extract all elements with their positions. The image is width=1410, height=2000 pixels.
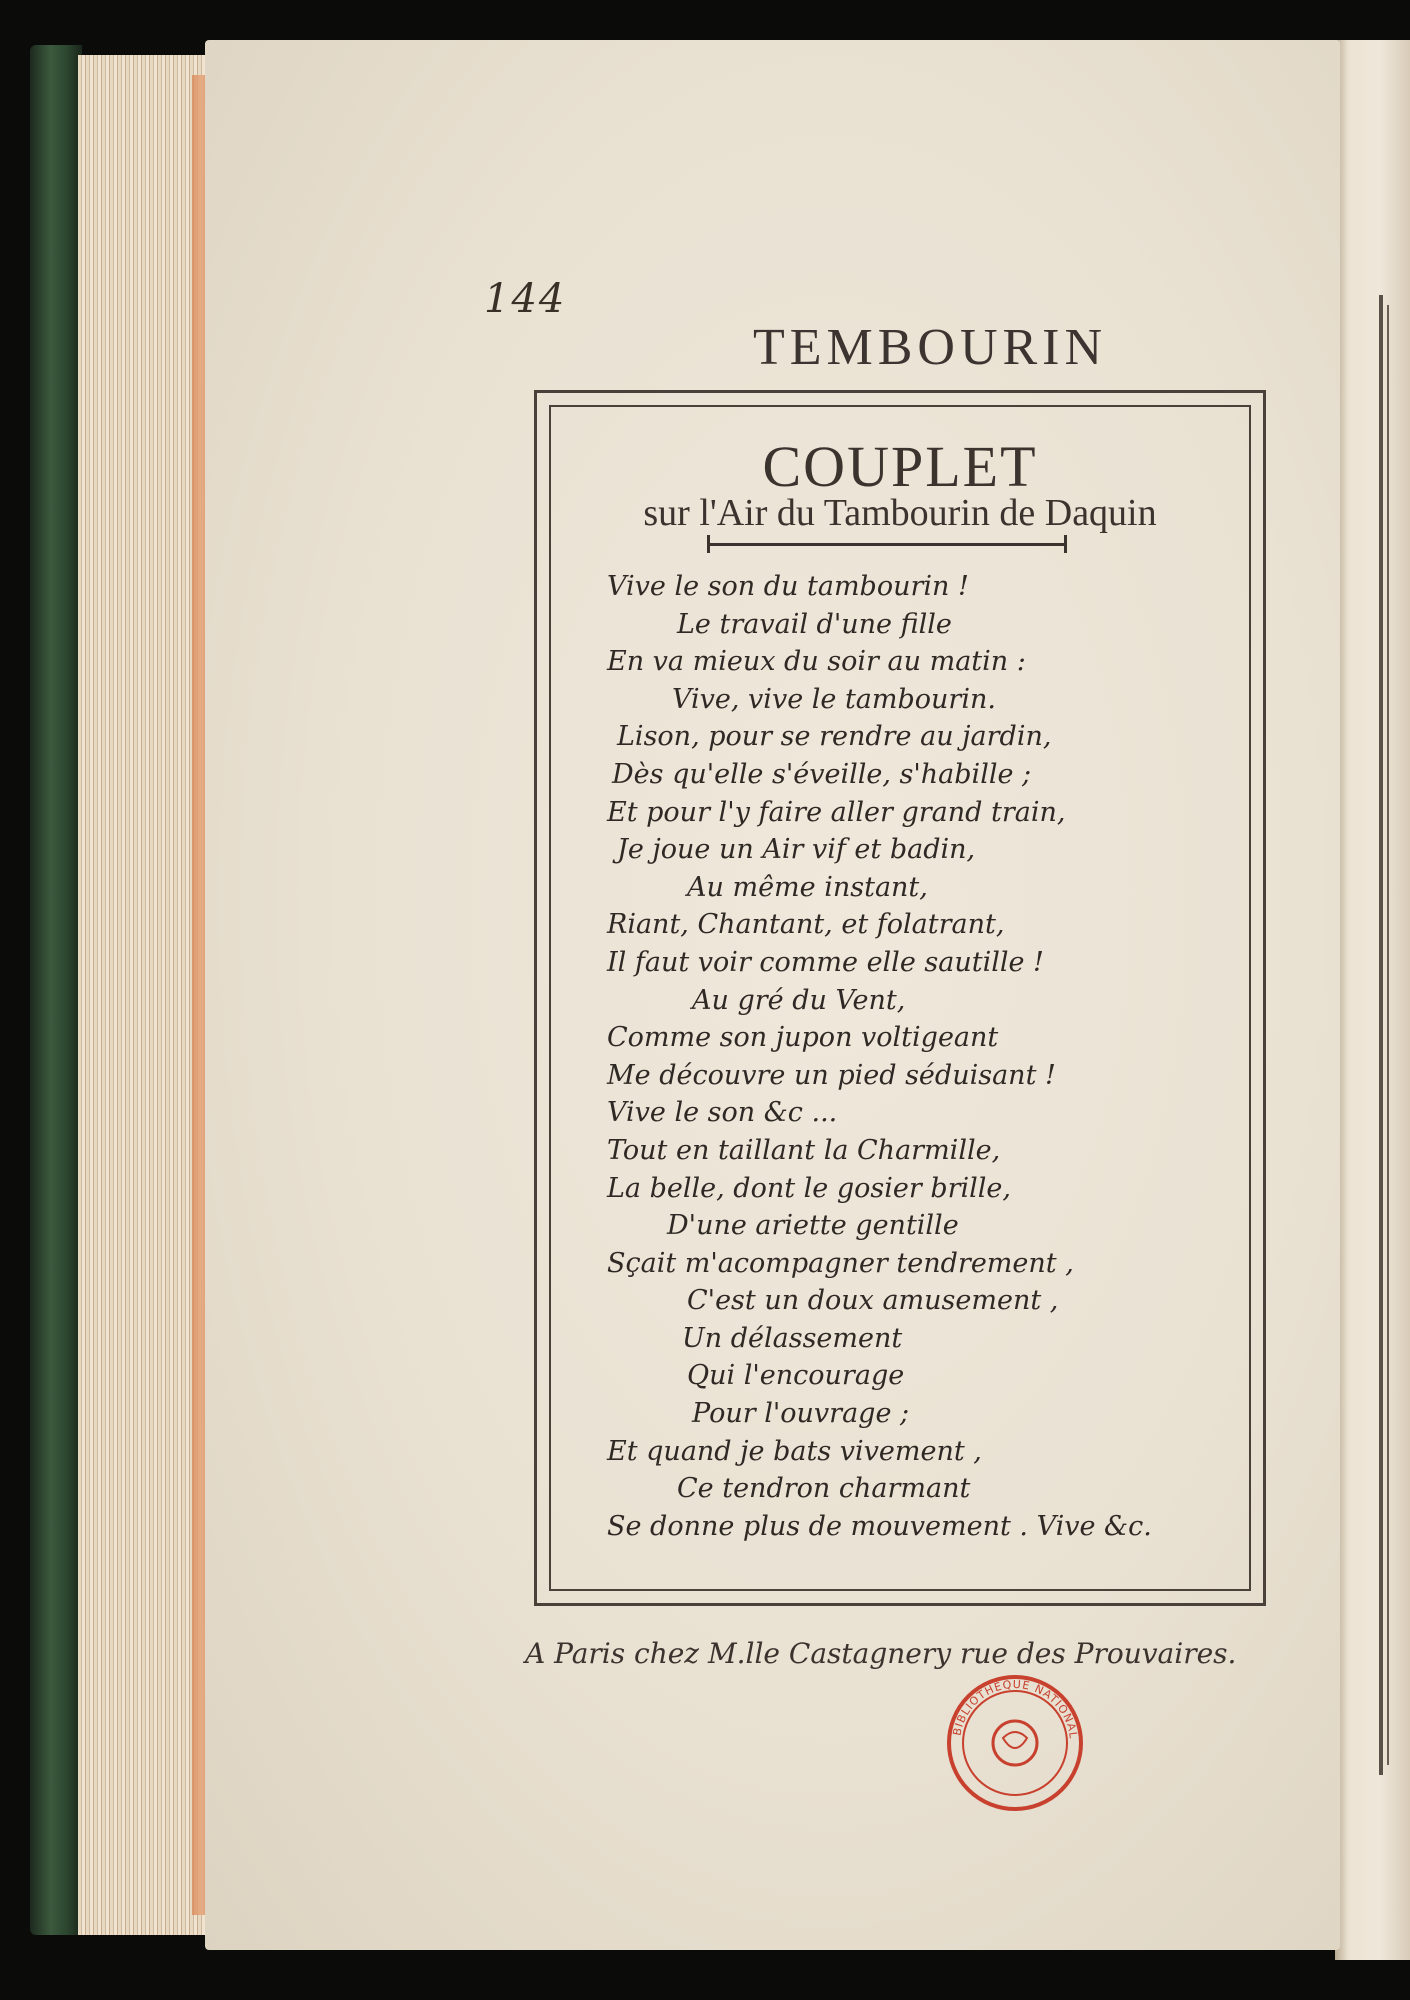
verse-line: Le travail d'une fille [677,608,952,640]
verse-line: Et pour l'y faire aller grand train, [607,796,1066,828]
library-stamp-icon [940,1668,1090,1818]
verse-line: Un délassement [682,1322,903,1354]
publisher-imprint: A Paris chez M.lle Castagnery rue des Prouvaires. [525,1637,1237,1670]
verse-line: C'est un doux amusement , [687,1285,1059,1317]
verse-line: La belle, dont le gosier brille, [607,1172,1011,1204]
facing-page-frame-rule [1379,295,1383,1775]
verse-line: Dès qu'elle s'éveille, s'habille ; [612,758,1032,790]
verse-line: Vive le son du tambourin ! [607,571,969,602]
song-verse [607,568,1207,1545]
verse-line: Riant, Chantant, et folatrant, [607,909,1005,941]
facing-page-frame-rule-inner [1387,305,1389,1765]
verse-line: Je joue un Air vif et badin, [617,834,976,866]
verse-line: Et quand je bats vivement , [607,1435,982,1467]
song-frame [534,390,1266,1606]
verse-line: Tout en taillant la Charmille, [607,1134,1001,1166]
page-number: 144 [484,276,567,322]
verse-line: Se donne plus de mouvement . Vive &c. [607,1510,1152,1542]
verse-line: Pour l'ouvrage ; [692,1398,910,1430]
verse-line: Lison, pour se rendre au jardin, [617,721,1052,753]
book-spine [30,45,82,1935]
svg-text:BIBLIOTHÈQUE NATIONALE: BIBLIOTHÈQUE NATIONAL [950,1677,1080,1740]
verse-line: Me découvre un pied séduisant ! [607,1059,1056,1091]
verse-line: Qui l'encourage [687,1360,905,1392]
verse-line: Au même instant, [687,871,928,903]
verse-line: Au gré du Vent, [692,984,906,1016]
verse-line: Vive, vive le tambourin. [672,683,996,715]
verse-line: Il faut voir comme elle sautille ! [607,946,1044,978]
verse-line: Vive le son &c ... [607,1097,838,1129]
verse-line: D'une ariette gentille [667,1210,959,1242]
song-heading: COUPLET [762,434,1038,499]
verse-line: En va mieux du soir au matin : [607,646,1026,678]
ornamental-divider [707,543,1067,546]
song-subheading: sur l'Air du Tambourin de Daquin [643,492,1157,534]
verse-line: Ce tendron charmant [677,1473,971,1505]
running-title: TEMBOURIN [752,319,1108,376]
verse-line: Comme son jupon voltigeant [607,1022,999,1054]
page-edges [78,55,208,1935]
facing-page-edge [1335,40,1410,1960]
library-stamp [940,1668,1090,1818]
verse-line: Sçait m'acompagner tendrement , [607,1247,1074,1279]
